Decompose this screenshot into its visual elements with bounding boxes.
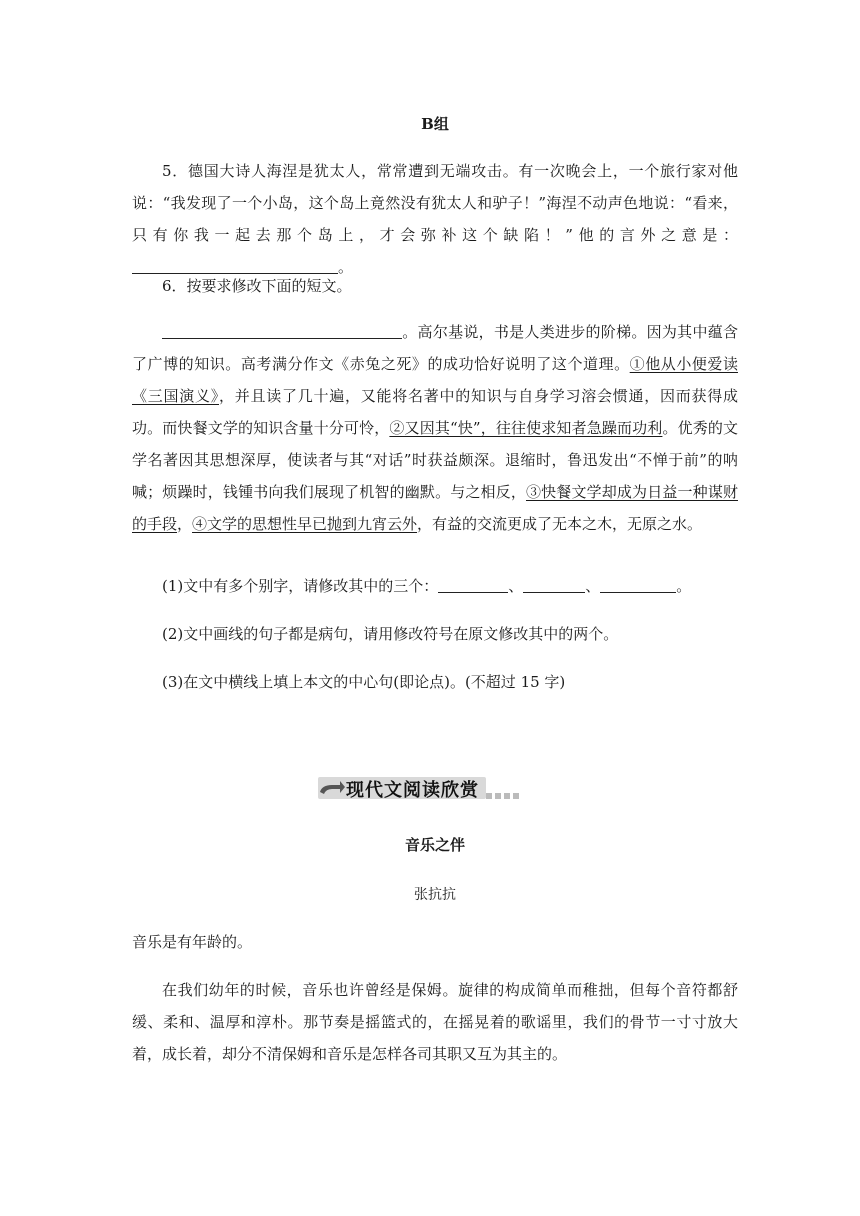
answer-blank[interactable] (438, 576, 508, 593)
section-banner (318, 773, 548, 803)
question-6-passage: 。高尔基说，书是人类进步的阶梯。因为其中蕴含了广博的知识。高考满分作文《赤兔之死》的成功恰好说明了这个道理。①他从小便爱读《三国演义》，并且读了几十遍，又能将名著中的知识与自身学习溶会惯通，因而获得成功。而快餐文学的知识含量十分可怜，②又因其“快”，往往使求知者急躁而功利。优秀的文学名著因其思想深厚，使读者与其“对话”时获益颇深。退缩时，鲁迅发出“不惮于前”的呐喊；烦躁时，钱锺书向我们展现了机智的幽默。与之相反，③快餐文学却成为日益一种谋财的手段，④文学的思想性早已抛到九宵云外，有益的交流更成了无本之木，无原之水。 (132, 323, 738, 533)
underlined-sentence-4: ④文学的思想性早已抛到九宵云外 (192, 515, 418, 533)
answer-blank[interactable] (523, 576, 585, 593)
article-author: 张抗抗 (414, 887, 456, 903)
article-paragraph-1: 音乐是有年龄的。 (132, 933, 253, 951)
question-5-text: 5．德国大诗人海涅是犹太人，常常遭到无端攻击。有一次晚会上，一个旅行家对他说：“我发现了一个小岛，这个岛上竟然没有犹太人和驴子！”海涅不动声色地说：“看来，只有你我一起去那个岛上，才会弥补这个缺陷！”他的言外之意是： (132, 162, 738, 244)
underlined-sentence-1: ①他从小便爱读《三国演义》 (132, 355, 738, 405)
underlined-sentence-2: ②又因其“快”，往往使求知者急躁而功利 (389, 419, 663, 437)
sub-question-1: (1)文中有多个别字，请修改其中的三个： 、 、 。 (162, 577, 692, 595)
underlined-sentence-3: ③快餐文学却成为日益一种谋财的手段 (132, 483, 738, 533)
arrow-icon (318, 777, 346, 799)
question-5: 5．德国大诗人海涅是犹太人，常常遭到无端攻击。有一次晚会上，一个旅行家对他说：“我发现了一个小岛，这个岛上竟然没有犹太人和驴子！”海涅不动声色地说：“看来，只有你我一起去那个岛上，才会弥补这个缺陷！”他的言外之意是：。 (132, 162, 738, 276)
article-paragraph-2: 在我们幼年的时候，音乐也许曾经是保姆。旋律的构成简单而稚拙，但每个音符都舒缓、柔和、温厚和淳朴。那节奏是摇篮式的，在摇晃着的歌谣里，我们的骨节一寸寸放大着，成长着，却分不清保姆和音乐是怎样各司其职又互为其主的。 (132, 981, 738, 1063)
answer-blank[interactable] (600, 576, 676, 593)
sub-question-2: (2)文中画线的句子都是病句，请用修改符号在原文修改其中的两个。 (162, 625, 619, 643)
question-6-heading: 6．按要求修改下面的短文。 (162, 277, 352, 295)
article-title: 音乐之伴 (404, 836, 465, 854)
thesis-blank[interactable] (162, 322, 402, 339)
section-banner-title: 现代文阅读欣赏 (346, 780, 479, 801)
banner-dots (486, 785, 522, 803)
group-title: B组 (421, 115, 449, 133)
sub-question-3: (3)在文中横线上填上本文的中心句(即论点)。(不超过 15 字) (162, 673, 566, 691)
